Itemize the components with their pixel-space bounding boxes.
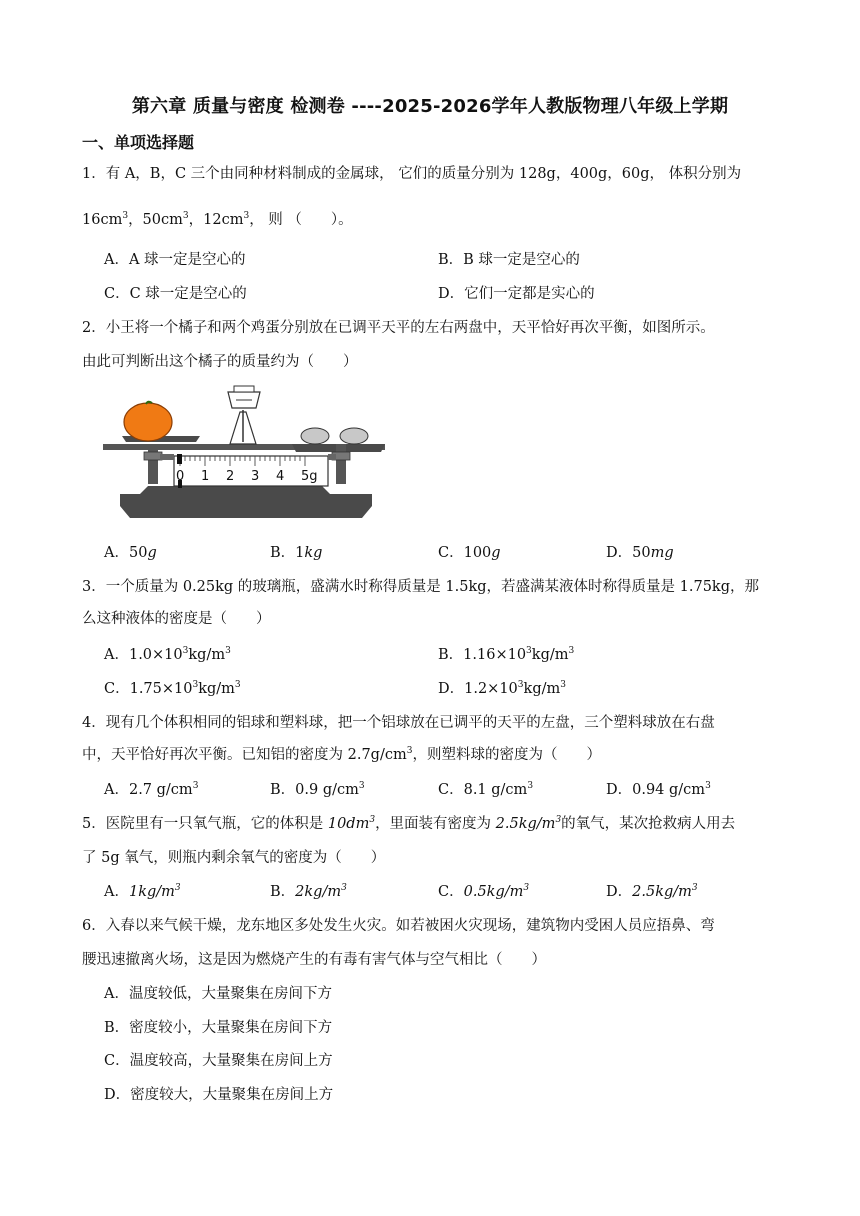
- question-3-option-c[interactable]: C．$1.75\times 10^3kg/m^3$: [104, 680, 241, 697]
- question-5-option-a[interactable]: A．$1kg/m^3$: [104, 883, 181, 900]
- question-6-option-c[interactable]: C．温度较高，大量聚集在房间上方: [104, 1053, 333, 1069]
- question-3-stem-2: 么这种液体的密度是（ ）: [82, 611, 271, 627]
- question-4-stem: 4．现有几个体积相同的铝球和塑料球，把一个铝球放在已调平的天平的左盘，三个塑料球放在右盘: [82, 715, 715, 731]
- question-2-option-a[interactable]: A．50g: [104, 545, 157, 561]
- question-1-option-a[interactable]: A．A 球一定是空心的: [104, 252, 246, 268]
- question-5-option-d[interactable]: D．$2.5kg/m^3$: [606, 883, 698, 900]
- section-heading: 一、单项选择题: [82, 133, 195, 152]
- question-2-option-b[interactable]: B．1kg: [270, 545, 323, 561]
- svg-text:2: 2: [226, 469, 235, 484]
- svg-text:0: 0: [176, 469, 185, 484]
- egg-icon-2: [340, 428, 368, 444]
- question-2-option-c[interactable]: C．100g: [438, 545, 501, 561]
- svg-text:3: 3: [251, 469, 260, 484]
- question-6-stem-2: 腰迅速撤离火场，这是因为燃烧产生的有毒有害气体与空气相比（ ）: [82, 952, 546, 968]
- question-4-option-b[interactable]: B．0.9 $g/cm^3$: [270, 781, 365, 798]
- svg-text:4: 4: [276, 469, 285, 484]
- egg-icon-1: [301, 428, 329, 444]
- question-3-option-a[interactable]: A．$1.0\times 10^3kg/m^3$: [104, 646, 231, 663]
- question-4-option-c[interactable]: C．8.1 $g/cm^3$: [438, 781, 534, 798]
- svg-text:1: 1: [201, 469, 210, 484]
- question-4-option-a[interactable]: A．2.7 $g/cm^3$: [104, 781, 199, 798]
- orange-icon: [124, 403, 172, 441]
- question-3-option-b[interactable]: B．$1.16\times 10^3kg/m^3$: [438, 646, 575, 663]
- question-1-option-c[interactable]: C．C 球一定是空心的: [104, 286, 247, 302]
- balance-scale-figure: [100, 382, 392, 524]
- question-5-option-b[interactable]: B．$2kg/m^3$: [270, 883, 347, 900]
- question-1-option-b[interactable]: B．B 球一定是空心的: [438, 252, 580, 268]
- question-1-option-d[interactable]: D．它们一定都是实心的: [438, 286, 595, 302]
- question-4-option-d[interactable]: D．0.94 $g/cm^3$: [606, 781, 711, 798]
- svg-text:5g: 5g: [301, 469, 318, 484]
- question-3-stem: 3．一个质量为 0.25kg 的玻璃瓶，盛满水时称得质量是 1.5kg，若盛满某液体时称得质量是 1.75kg，那: [82, 579, 759, 595]
- rider-weight: [177, 454, 182, 464]
- question-1-stem: 1．有 A，B，C 三个由同种材料制成的金属球， 它们的质量分别为 128g，400g，60g， 体积分别为: [82, 166, 742, 182]
- question-1-stem-2: $16cm^3$，$50cm^3$，$12cm^3$， 则 （ ）。: [82, 211, 353, 228]
- left-adjust-knob: [144, 452, 162, 460]
- page-title: 第六章 质量与密度 检测卷 ----2025-2026学年人教版物理八年级上学期: [131, 96, 729, 117]
- question-2-option-d[interactable]: D．50mg: [606, 545, 674, 561]
- question-4-stem-2: 中，天平恰好再次平衡。已知铝的密度为 $2.7g/cm^3$，则塑料球的密度为（ ）: [82, 746, 601, 763]
- right-post: [336, 444, 346, 484]
- question-6-option-b[interactable]: B．密度较小，大量聚集在房间下方: [104, 1020, 333, 1036]
- question-5-option-c[interactable]: C．$0.5kg/m^3$: [438, 883, 530, 900]
- question-6-option-d[interactable]: D．密度较大，大量聚集在房间上方: [104, 1087, 334, 1103]
- question-3-option-d[interactable]: D．$1.2\times 10^3kg/m^3$: [438, 680, 566, 697]
- question-2-stem-2: 由此可判断出这个橘子的质量约为（ ）: [82, 354, 358, 370]
- scale-base: [120, 486, 372, 518]
- question-5-stem-2: 了 5g 氧气，则瓶内剩余氧气的密度为（ ）: [82, 850, 386, 866]
- question-6-option-a[interactable]: A．温度较低，大量聚集在房间下方: [104, 986, 332, 1002]
- left-post: [148, 444, 158, 484]
- question-6-stem: 6．入春以来气候干燥，龙东地区多处发生火灾。如若被困火灾现场，建筑物内受困人员应捂鼻、弯: [82, 918, 715, 934]
- question-2-stem: 2．小王将一个橘子和两个鸡蛋分别放在已调平天平的左右两盘中，天平恰好再次平衡，如图所示。: [82, 320, 715, 336]
- question-5-stem: 5．医院里有一只氧气瓶，它的体积是 $10dm^3$，里面装有密度为 $2.5kg/m^3$的氧气，某次抢救病人用去: [82, 815, 736, 832]
